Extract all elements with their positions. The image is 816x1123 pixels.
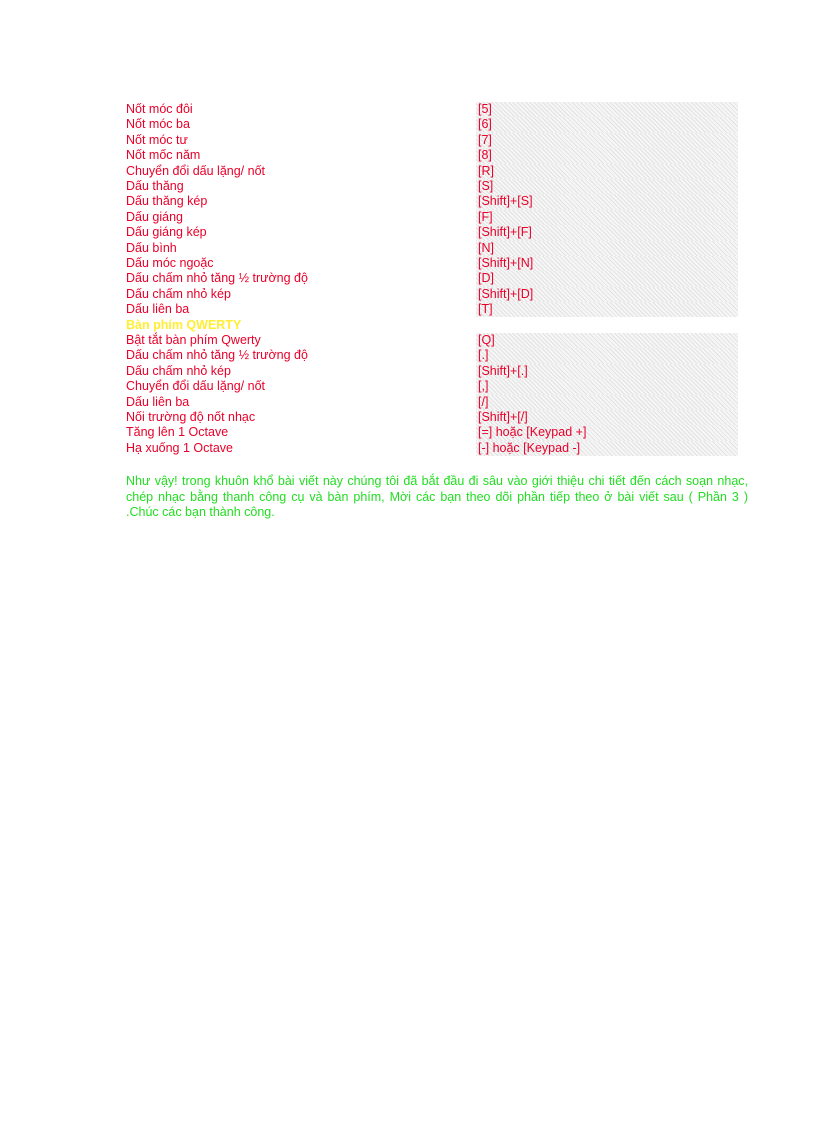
shortcut-key: [7] (476, 133, 738, 148)
shortcut-description: Nốt móc đôi (126, 102, 193, 116)
shortcut-description: Dấu móc ngoặc (126, 255, 214, 270)
shortcut-description: Dấu liên ba (126, 302, 190, 317)
shortcut-row (126, 256, 738, 271)
shortcut-description: Dấu chấm nhỏ kép (126, 363, 231, 378)
shortcut-key: [N] (476, 241, 738, 256)
shortcut-key: [=] hoặc [Keypad +] (476, 425, 738, 440)
shortcut-row (126, 117, 738, 132)
shortcut-row (126, 102, 738, 117)
shortcut-key: [6] (476, 117, 738, 132)
shortcut-key: [S] (476, 179, 738, 194)
shortcut-row (126, 302, 738, 317)
shortcut-key: [Q] (476, 333, 738, 348)
shortcut-row (126, 164, 738, 179)
shortcut-row (126, 148, 738, 163)
shortcut-row (126, 379, 738, 394)
shortcut-key: [Shift]+[F] (476, 225, 738, 240)
shortcut-key: [Shift]+[.] (476, 364, 738, 379)
shortcut-description: Tăng lên 1 Octave (126, 425, 229, 440)
shortcut-row (126, 395, 738, 410)
shortcut-row (126, 210, 738, 225)
shortcut-description: Dấu giáng kép (126, 225, 207, 240)
shortcut-row (126, 425, 738, 440)
shortcut-description: Dấu chấm nhỏ tăng ½ trường độ (126, 348, 308, 363)
shortcut-key: [-] hoặc [Keypad -] (476, 441, 738, 456)
shortcut-key: [F] (476, 210, 738, 225)
shortcut-key: [5] (476, 102, 738, 117)
shortcut-key: [Shift]+[N] (476, 256, 738, 271)
shortcut-key: [,] (476, 379, 738, 394)
shortcut-description: Nốt móc tư (126, 132, 188, 147)
shortcut-row (126, 287, 738, 302)
shortcut-description: Dấu chấm nhỏ kép (126, 286, 231, 301)
shortcut-row (126, 241, 738, 256)
shortcut-description: Bật tắt bàn phím Qwerty (126, 333, 261, 347)
closing-paragraph: Như vậy! trong khuôn khổ bài viết này chúng tôi đã bắt đầu đi sâu vào giới thiệu chi tiết đến cách soạn nhạc, chép nhạc bằng thanh công cụ và bàn phím, Mời các bạn theo dõi phần tiếp theo ở bài viết sau ( Phần 3 ) .Chúc các bạn thành công. (126, 474, 748, 519)
shortcut-row (126, 179, 738, 194)
shortcut-key: [/] (476, 395, 738, 410)
shortcut-key: [Shift]+[S] (476, 194, 738, 209)
shortcut-key: [R] (476, 164, 738, 179)
shortcut-description: Dấu bình (126, 240, 177, 255)
shortcut-description: Dấu chấm nhỏ tăng ½ trường độ (126, 271, 308, 286)
shortcut-row (126, 271, 738, 286)
shortcut-row (126, 348, 738, 363)
shortcut-list-part2 (126, 333, 738, 456)
shortcut-description: Dấu thăng (126, 178, 184, 193)
shortcut-key: [D] (476, 271, 738, 286)
shortcut-key: [Shift]+[D] (476, 287, 738, 302)
shortcut-key: [T] (476, 302, 738, 317)
shortcut-row (126, 133, 738, 148)
shortcut-row (126, 333, 738, 348)
shortcut-description: Nốt mốc năm (126, 148, 201, 163)
shortcut-key: [8] (476, 148, 738, 163)
shortcut-description: Hạ xuống 1 Octave (126, 440, 234, 455)
shortcut-description: Chuyển đổi dấu lặng/ nốt (126, 379, 265, 394)
shortcut-description: Nốt móc ba (126, 117, 190, 132)
shortcut-row (126, 410, 738, 425)
shortcut-list-part1 (126, 102, 738, 317)
shortcut-description: Chuyển đổi dấu lặng/ nốt (126, 163, 265, 178)
shortcut-row (126, 225, 738, 240)
shortcut-key: [Shift]+[/] (476, 410, 738, 425)
shortcut-row (126, 364, 738, 379)
shortcut-row (126, 194, 738, 209)
section-heading-qwerty: Bàn phím QWERTY (126, 318, 242, 332)
shortcut-row (126, 441, 738, 456)
shortcut-description: Dấu liên ba (126, 394, 190, 409)
shortcut-description: Dấu giáng (126, 209, 183, 224)
shortcut-description: Dấu thăng kép (126, 194, 208, 209)
shortcut-key: [.] (476, 348, 738, 363)
shortcut-description: Nối trường độ nốt nhạc (126, 409, 256, 424)
